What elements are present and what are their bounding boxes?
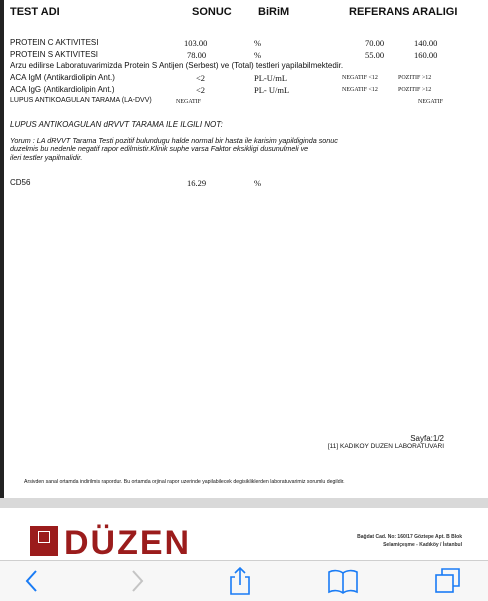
ref-lupus: NEGATIF	[418, 99, 443, 105]
test-name-aca-igm: ACA IgM (Antikardiolipin Ant.)	[10, 73, 115, 82]
back-icon	[24, 569, 40, 593]
unit-protein-c: %	[254, 38, 262, 48]
column-header-reference: REFERANS ARALIGI	[349, 6, 458, 18]
result-cd56: 16.29	[187, 178, 207, 188]
unit-aca-igg: PL- U/mL	[254, 85, 290, 95]
ref-low-aca-igm: NEGATIF <12	[342, 75, 378, 81]
next-page-preview	[0, 508, 488, 560]
column-header-result: SONUC	[192, 6, 232, 18]
ref-low-protein-s: 55.00	[365, 50, 385, 60]
forward-button[interactable]	[117, 561, 157, 601]
protein-s-antigen-note: Arzu edilirse Laboratuvarimizda Protein S Antijen (Serbest) ve (Total) testleri yapilabilmektedir.	[10, 61, 344, 70]
ref-high-protein-s: 160.00	[414, 50, 438, 60]
comment-block	[10, 137, 338, 162]
share-button[interactable]	[220, 561, 260, 601]
comment-line: ileri testler yapilmalidir.	[10, 152, 83, 162]
page-separator	[0, 498, 488, 508]
ref-high-aca-igg: POZITIF >12	[398, 87, 432, 93]
bookmarks-icon	[327, 568, 359, 594]
column-header-unit: BiRiM	[258, 6, 290, 18]
bookmarks-button[interactable]	[323, 561, 363, 601]
test-name-protein-s: PROTEIN S AKTIVITESI	[10, 50, 99, 59]
result-aca-igm: <2	[196, 73, 206, 83]
address-line-2: Selamiçeşme - Kadıköy / İstanbul	[383, 542, 462, 548]
column-header-test: TEST ADI	[10, 6, 60, 18]
unit-protein-s: %	[254, 50, 262, 60]
laboratory-label: [11] KADIKOY DUZEN LABORATUVARI	[327, 443, 444, 450]
tabs-icon	[434, 567, 462, 595]
comment-line: Yorum : LA dRVVT Tarama Testi pozitif bulundugu halde normal bir hasta ile karisim yapildiginda sonuc	[10, 136, 338, 145]
ref-high-aca-igm: POZITIF >12	[398, 75, 432, 81]
ref-high-protein-c: 140.00	[414, 38, 438, 48]
result-protein-c: 103.00	[184, 38, 208, 48]
lupus-note-title: LUPUS ANTIKOAGULAN dRVVT TARAMA ILE ILGILI NOT:	[10, 120, 223, 129]
address-line-1: Bağdat Cad. No: 160/17 Göztepe Apt. B Blok	[357, 534, 462, 540]
test-name-cd56: CD56	[10, 178, 31, 187]
share-icon	[228, 566, 252, 596]
duzen-logo-text: DÜZEN	[64, 524, 192, 560]
comment-line: duzelmis bu nedenle negatif rapor edilmistir.Klinik suphe varsa Faktor eksikligi dusunulmeli ve	[10, 144, 309, 154]
result-lupus: NEGATIF	[176, 99, 201, 105]
browser-toolbar	[0, 560, 488, 601]
unit-cd56: %	[254, 178, 262, 188]
forward-icon	[129, 569, 145, 593]
ref-low-aca-igg: NEGATIF <12	[342, 87, 378, 93]
unit-aca-igm: PL-U/mL	[254, 73, 288, 83]
page-left-margin-line	[0, 0, 4, 498]
archive-disclaimer: Arsivden sanal ortamda indirilmis rapordur. Bu ortamda orjinal rapor uzerinde yapilabilecek degisikliklerden laboratuvarimiz sorumlu degildir.	[24, 479, 345, 485]
result-aca-igg: <2	[196, 85, 206, 95]
back-button[interactable]	[12, 561, 52, 601]
test-name-aca-igg: ACA IgG (Antikardiolipin Ant.)	[10, 85, 115, 94]
test-name-lupus: LUPUS ANTIKOAGULAN TARAMA (LA-DVV)	[10, 97, 152, 104]
page-number: Sayfa:1/2	[410, 434, 444, 443]
ref-low-protein-c: 70.00	[365, 38, 385, 48]
result-protein-s: 78.00	[187, 50, 207, 60]
tabs-button[interactable]	[428, 561, 468, 601]
duzen-logo-icon	[30, 526, 58, 556]
test-name-protein-c: PROTEIN C AKTIVITESI	[10, 38, 99, 47]
